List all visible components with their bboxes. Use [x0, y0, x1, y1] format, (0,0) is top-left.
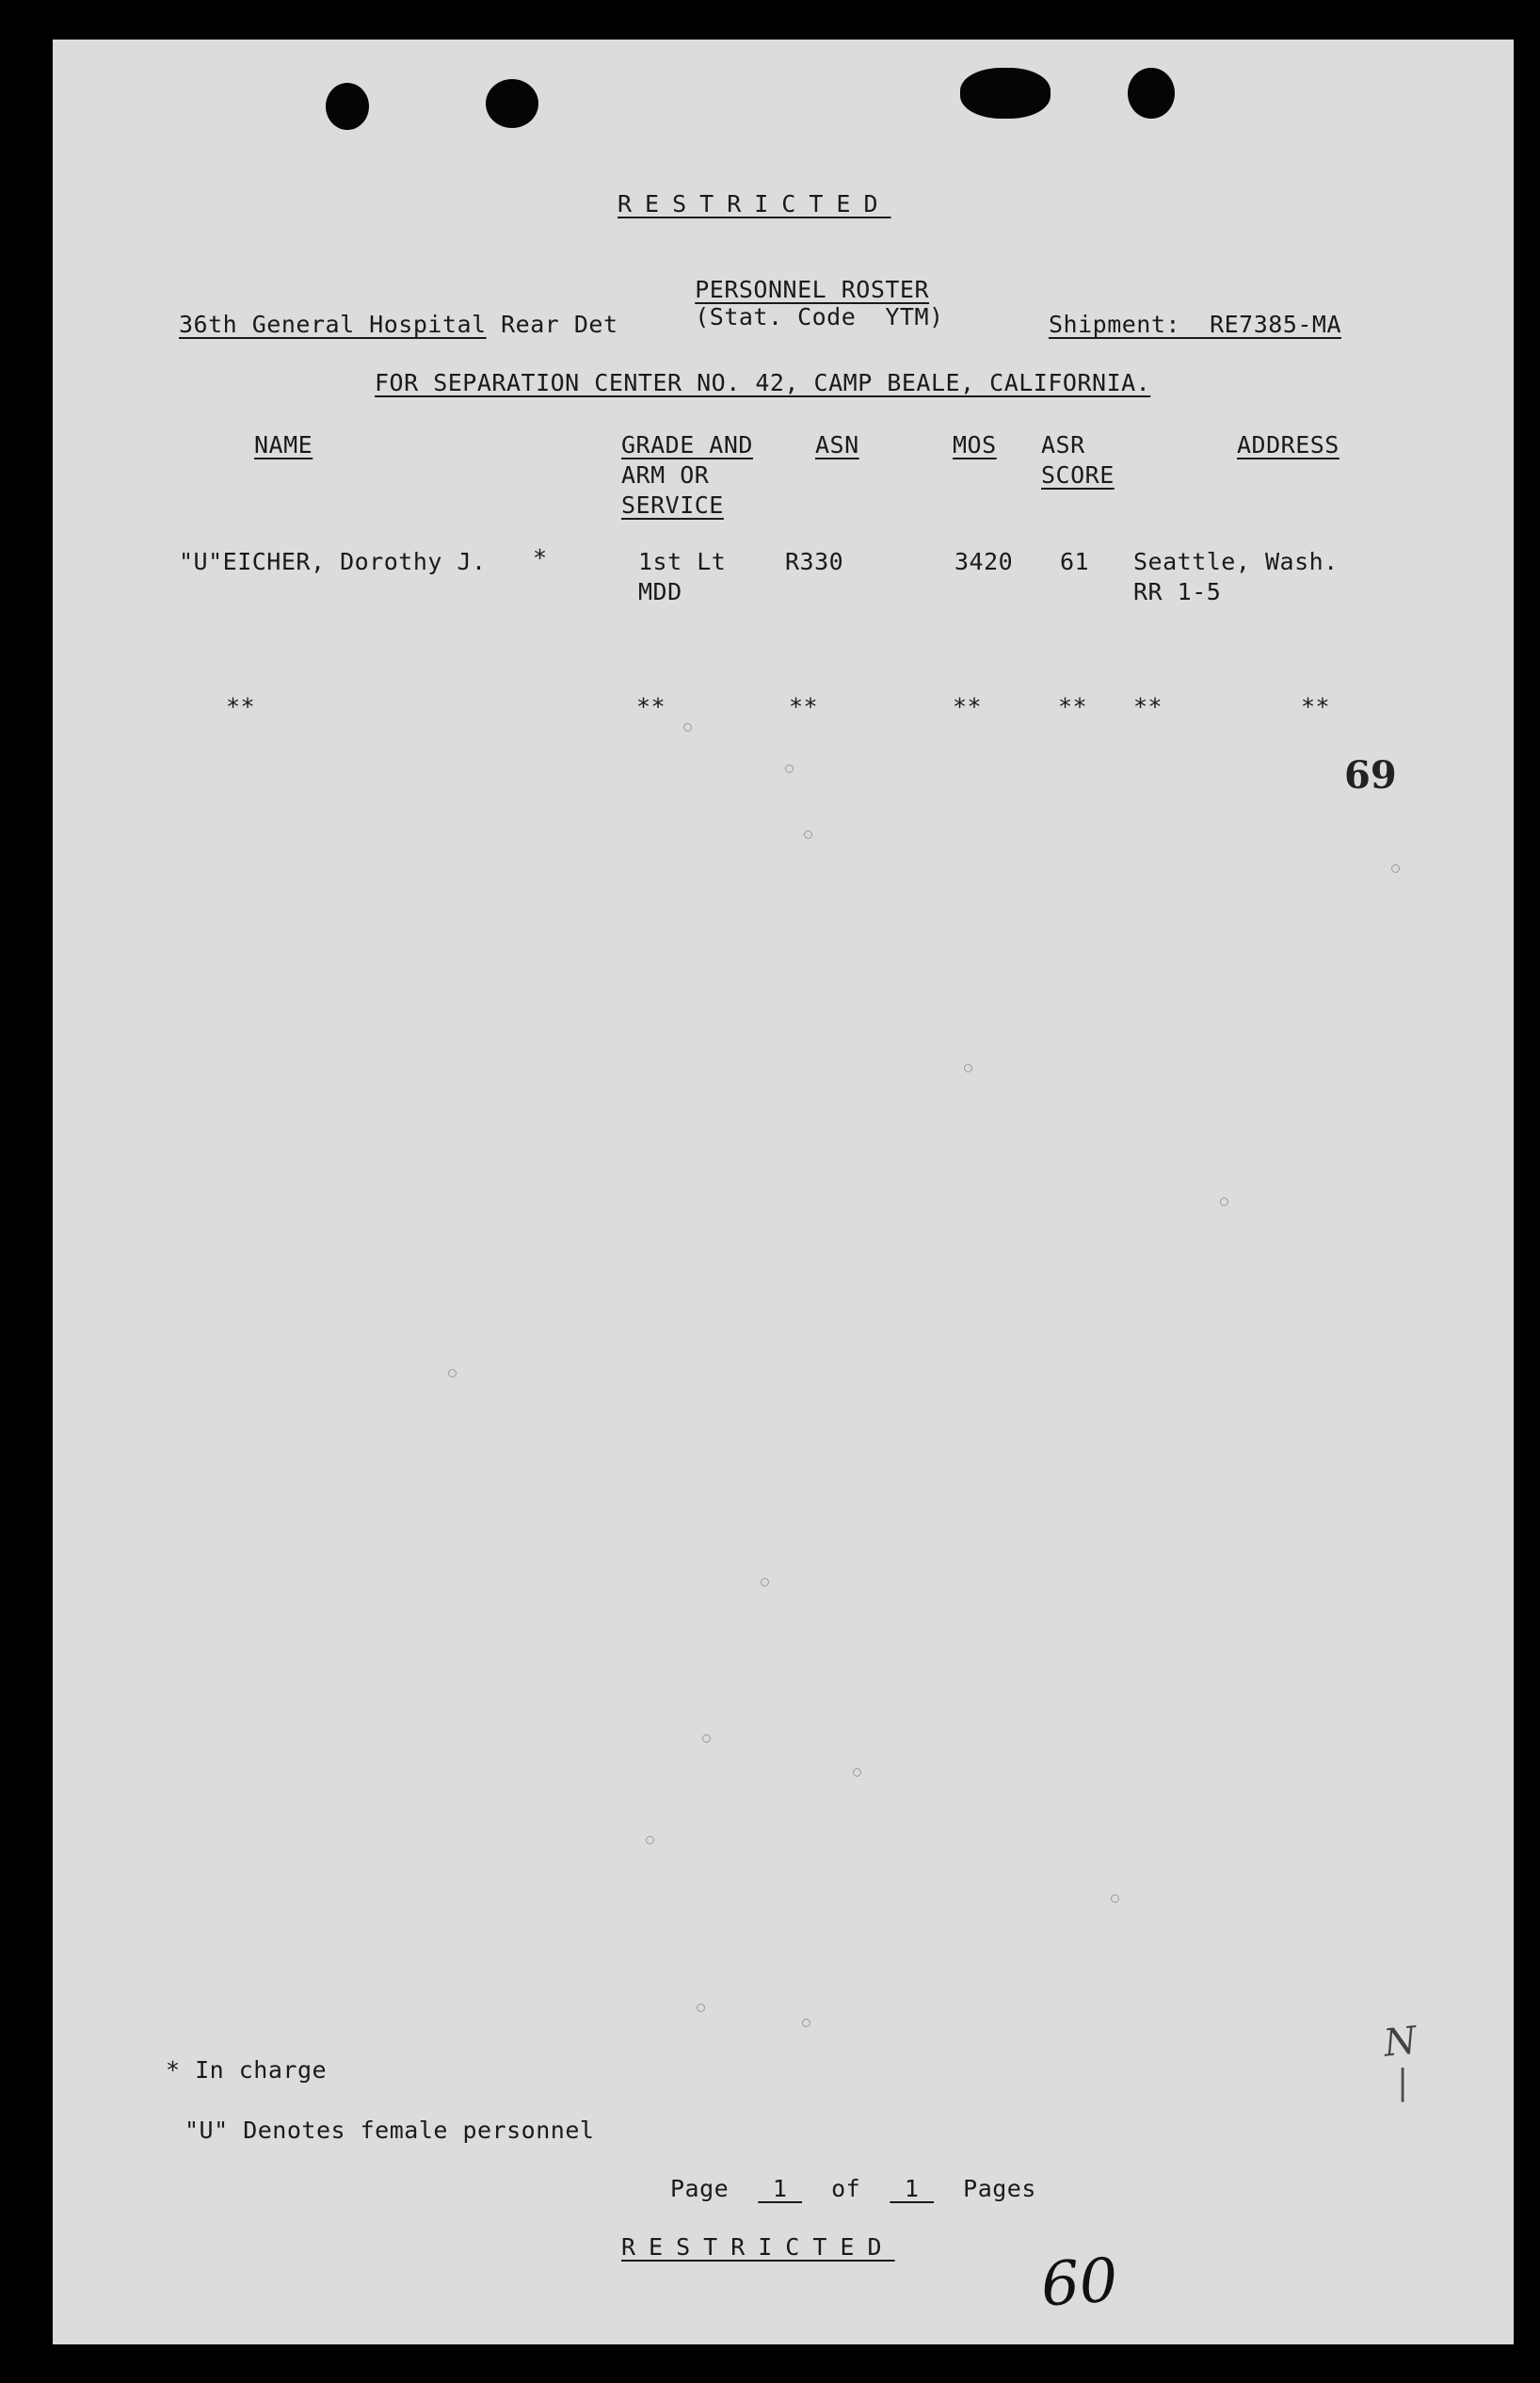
paper-speck	[964, 1064, 972, 1072]
footnote-female: "U" Denotes female personnel	[184, 2117, 595, 2144]
destination: FOR SEPARATION CENTER NO. 42, CAMP BEALE, CALIFORNIA.	[375, 369, 1151, 396]
paper-speck	[785, 765, 794, 773]
col-grade-header-3: SERVICE	[621, 491, 724, 519]
col-grade-header-2: ARM OR	[621, 461, 710, 489]
punch-hole	[1128, 68, 1175, 119]
handwritten-margin-mark: N	[1381, 2019, 1420, 2066]
roster-title-line	[636, 249, 944, 358]
row-grade: 1st Lt	[638, 548, 727, 575]
punch-hole	[326, 83, 369, 130]
page-total: 1	[904, 2175, 920, 2202]
punch-hole	[486, 79, 538, 128]
row-asn: R330	[785, 548, 844, 575]
handwritten-number: 60	[1038, 2246, 1120, 2321]
paper-speck	[1111, 1894, 1119, 1903]
page-number: 1	[772, 2175, 788, 2202]
paper-speck	[702, 1734, 711, 1743]
col-asr-header-1: ASR	[1041, 431, 1085, 459]
paper-speck	[804, 830, 812, 839]
pages-label: Pages	[963, 2175, 1036, 2202]
paper-speck	[1391, 864, 1400, 873]
document-page	[53, 40, 1514, 2344]
paper-speck	[448, 1369, 457, 1377]
stamp-number: 69	[1344, 753, 1397, 797]
unit-suffix: Rear Det	[486, 311, 618, 338]
classification-top: RESTRICTED	[618, 190, 891, 217]
unit-line	[179, 311, 618, 338]
in-charge-mark: *	[533, 544, 548, 572]
punch-hole	[960, 68, 1051, 119]
col-name-header: NAME	[254, 431, 313, 459]
end-mark: **	[1133, 693, 1163, 720]
paper-speck	[853, 1768, 861, 1777]
classification-bottom: RESTRICTED	[621, 2233, 895, 2261]
col-grade-header-1: GRADE AND	[621, 431, 753, 459]
footnote-in-charge: * In charge	[166, 2056, 328, 2084]
row-arm: MDD	[638, 578, 682, 605]
end-mark: **	[953, 693, 983, 720]
end-mark: **	[789, 693, 819, 720]
end-mark: **	[226, 693, 256, 720]
col-address-header: ADDRESS	[1237, 431, 1339, 459]
paper-speck	[683, 723, 692, 732]
unit-name: 36th General Hospital	[179, 311, 487, 338]
paper-speck	[802, 2019, 810, 2027]
shipment-number: Shipment: RE7385-MA	[1049, 311, 1342, 338]
col-asn-header: ASN	[815, 431, 859, 459]
paper-speck	[761, 1578, 769, 1586]
stat-code: (Stat. Code YTM)	[695, 303, 944, 330]
row-asr: 61	[1060, 548, 1090, 575]
col-mos-header: MOS	[953, 431, 997, 459]
row-address-1: Seattle, Wash.	[1133, 548, 1339, 575]
handwritten-margin-stroke: |	[1397, 2064, 1409, 2102]
pagination	[670, 2175, 1036, 2202]
col-asr-header-2: SCORE	[1041, 461, 1115, 489]
paper-speck	[646, 1836, 654, 1844]
paper-speck	[1220, 1198, 1228, 1206]
paper-speck	[697, 2004, 705, 2012]
roster-title: PERSONNEL ROSTER	[695, 276, 930, 303]
end-mark: **	[1058, 693, 1088, 720]
row-address-2: RR 1-5	[1133, 578, 1222, 605]
row-name: "U"EICHER, Dorothy J.	[179, 548, 487, 575]
of-label: of	[831, 2175, 861, 2202]
end-mark: **	[636, 693, 666, 720]
page-label: Page	[670, 2175, 730, 2202]
end-mark: **	[1301, 693, 1331, 720]
row-mos: 3420	[954, 548, 1014, 575]
